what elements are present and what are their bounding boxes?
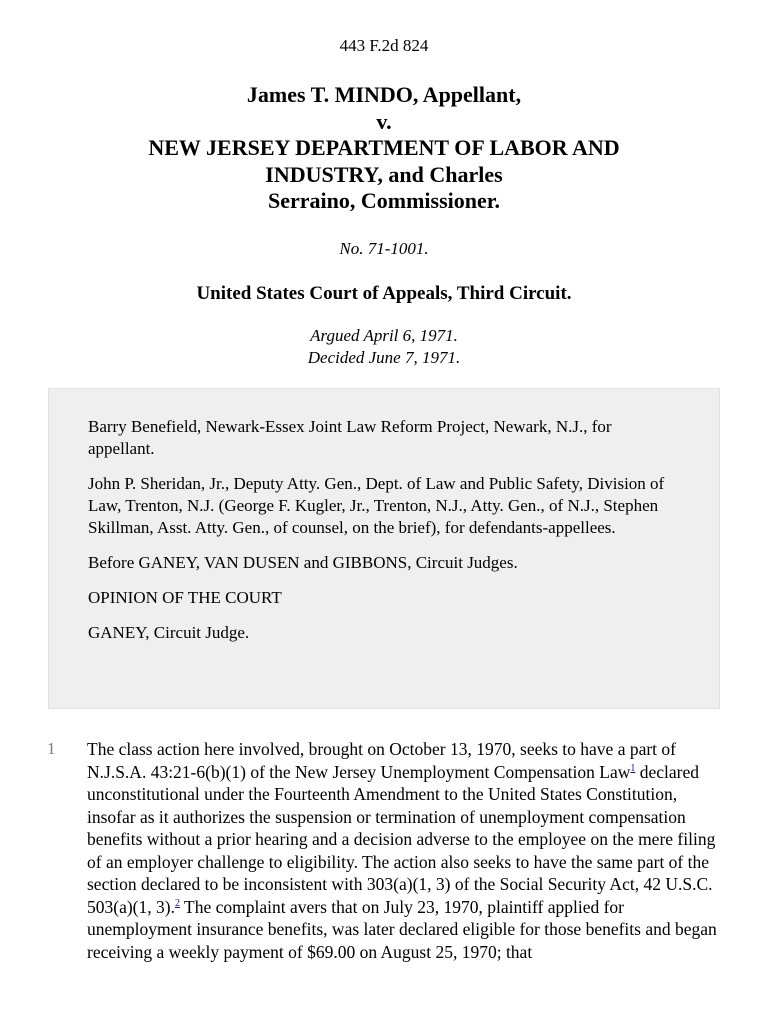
case-dates [0, 325, 768, 369]
paragraph-number: 1 [47, 739, 56, 758]
case-title-appellee-line-2: INDUSTRY, and Charles [265, 161, 503, 187]
case-title-versus: v. [376, 108, 392, 134]
footnote-link-1[interactable]: 1 [630, 762, 636, 774]
footnote-link-2[interactable]: 2 [174, 897, 180, 909]
decided-date: Decided June 7, 1971. [307, 348, 461, 367]
argued-date: Argued April 6, 1971. [310, 326, 458, 345]
counsel-appellees: John P. Sheridan, Jr., Deputy Atty. Gen., Dept. of Law and Public Safety, Division of Law, Trenton, N.J. (George F. Kugler, Jr., Trenton, N.J., Atty. Gen., of N.J., Stephen Skillman, Asst. Atty. Gen., of counsel, on the brief), for defendants-appellees. [88, 474, 665, 537]
paragraph-text-part-a: The class action here involved, brought on October 13, 1970, seeks to have a part of N.J.S.A. 43:21-6(b)(1) of the New Jersey Unemployment Compensation Law [87, 739, 676, 782]
counsel-appellant: Barry Benefield, Newark-Essex Joint Law Reform Project, Newark, N.J., for appellant. [88, 417, 612, 458]
court-name: United States Court of Appeals, Third Circuit. [196, 283, 572, 304]
authoring-judge: GANEY, Circuit Judge. [88, 623, 250, 642]
counsel-panel [48, 388, 720, 709]
paragraph-text-part-c: The complaint avers that on July 23, 1970, plaintiff applied for unemployment insurance benefits, was later declared eligible for those benefits and began receiving a weekly payment of $69.00 on August 25, 1970; that [87, 896, 717, 962]
paragraph-text-part-b: declared unconstitutional under the Fourteenth Amendment to the United States Constitution, insofar as it authorizes the suspension or termination of unemployment compensation benefits without a prior hearing and a decision adverse to the employee on the mere filing of an employer challenge to eligibility. The action also seeks to have the same part of the section declared to be inconsistent with 303(a)(1, 3) of the Social Security Act, 42 U.S.C. 503(a)(1, 3). [87, 761, 716, 917]
case-title [60, 82, 708, 215]
case-title-appellee-line-1: NEW JERSEY DEPARTMENT OF LABOR AND [148, 135, 620, 160]
case-title-appellee-line-3: Serraino, Commissioner. [267, 188, 500, 213]
opinion-heading: OPINION OF THE COURT [88, 588, 282, 607]
case-title-appellant: James T. MINDO, Appellant, [246, 82, 522, 107]
case-citation: 443 F.2d 824 [339, 36, 429, 55]
paragraph-text [87, 738, 727, 963]
docket-number: No. 71-1001. [339, 239, 429, 258]
panel-judges: Before GANEY, VAN DUSEN and GIBBONS, Circuit Judges. [88, 553, 518, 572]
